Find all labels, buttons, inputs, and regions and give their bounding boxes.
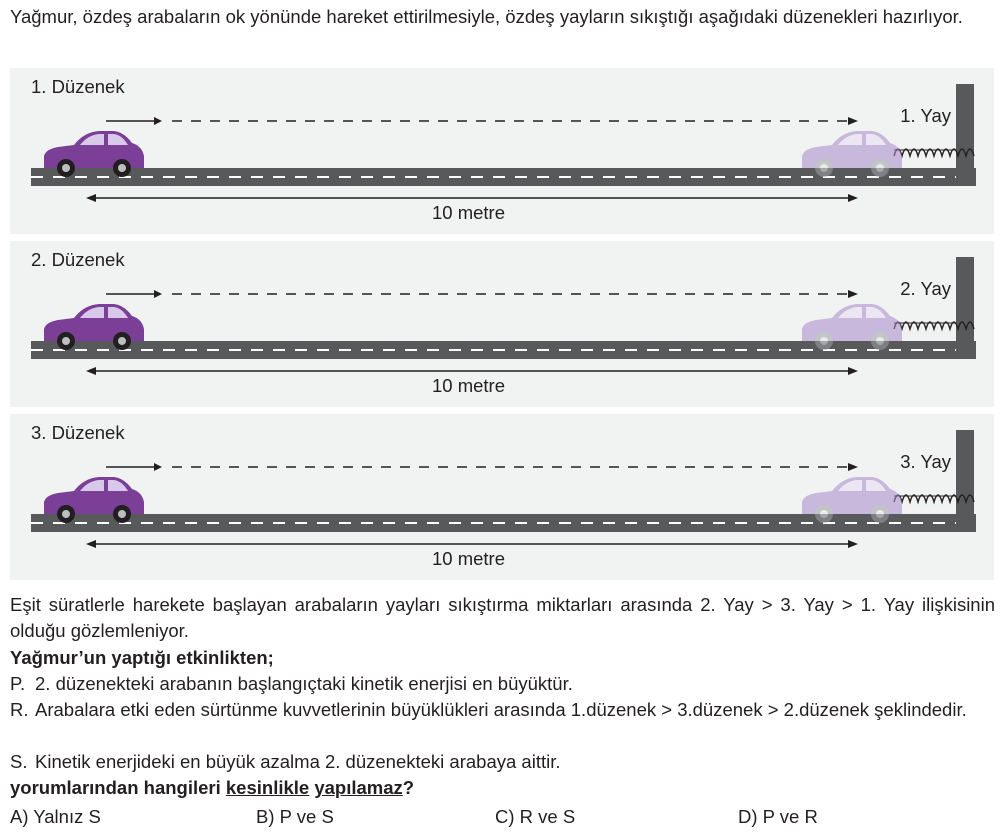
statement-s [10, 749, 995, 775]
distance-label: 10 metre [432, 548, 506, 569]
observation-text: Eşit süratlerle harekete başlayan arabaların yayları sıkıştırma miktarları arasında 2. Yay > 3. Yay > 1. Yay ilişkisinin olduğu gözlemleniyor. [10, 594, 995, 641]
option-b[interactable]: B) P ve S [256, 806, 334, 827]
wall [956, 84, 974, 186]
spring-label: 1. Yay [900, 105, 951, 126]
question-text [10, 775, 995, 801]
setup-panel-2 [10, 241, 994, 407]
setup-title: 3. Düzenek [31, 422, 125, 443]
spring-label: 2. Yay [900, 278, 951, 299]
option-c[interactable]: C) R ve S [495, 806, 576, 827]
statement-p [10, 671, 995, 697]
statement-key: S. [10, 751, 28, 772]
intro-text: Yağmur, özdeş arabaların ok yönünde hareket ettirilmesiyle, özdeş yayların sıkıştığı aşağıdaki düzenekleri hazırlıyor. [10, 6, 963, 27]
distance-label: 10 metre [432, 202, 506, 223]
statement-text: Arabalara etki eden sürtünme kuvvetlerinin büyüklükleri arasında 1.düzenek > 3.düzenek > 2.düzenek şeklindedir. [35, 699, 967, 720]
distance-label: 10 metre [432, 375, 506, 396]
question-emphasis-2: yapılamaz [314, 777, 403, 798]
statement-r [10, 697, 995, 723]
wall [956, 257, 974, 359]
setup-panel-3 [10, 414, 994, 580]
statement-key: R. [10, 699, 29, 720]
option-d[interactable]: D) P ve R [738, 806, 818, 827]
wall [956, 430, 974, 532]
statement-text: Kinetik enerjideki en büyük azalma 2. düzenekteki arabaya aittir. [35, 751, 561, 772]
question-part: yorumlarından hangileri [10, 777, 226, 798]
statement-text: 2. düzenekteki arabanın başlangıçtaki kinetik enerjisi en büyüktür. [35, 673, 573, 694]
setup-panel-1 [10, 68, 994, 234]
answer-options [10, 806, 995, 834]
option-a[interactable]: A) Yalnız S [10, 806, 101, 827]
question-emphasis-1: kesinlikle [225, 777, 310, 798]
statement-key: P. [10, 673, 26, 694]
question-lead: Yağmur’un yaptığı etkinlikten; [10, 647, 274, 668]
question-mark: ? [402, 777, 415, 798]
setup-title: 1. Düzenek [31, 76, 125, 97]
spring-label: 3. Yay [900, 451, 951, 472]
setup-title: 2. Düzenek [31, 249, 125, 270]
